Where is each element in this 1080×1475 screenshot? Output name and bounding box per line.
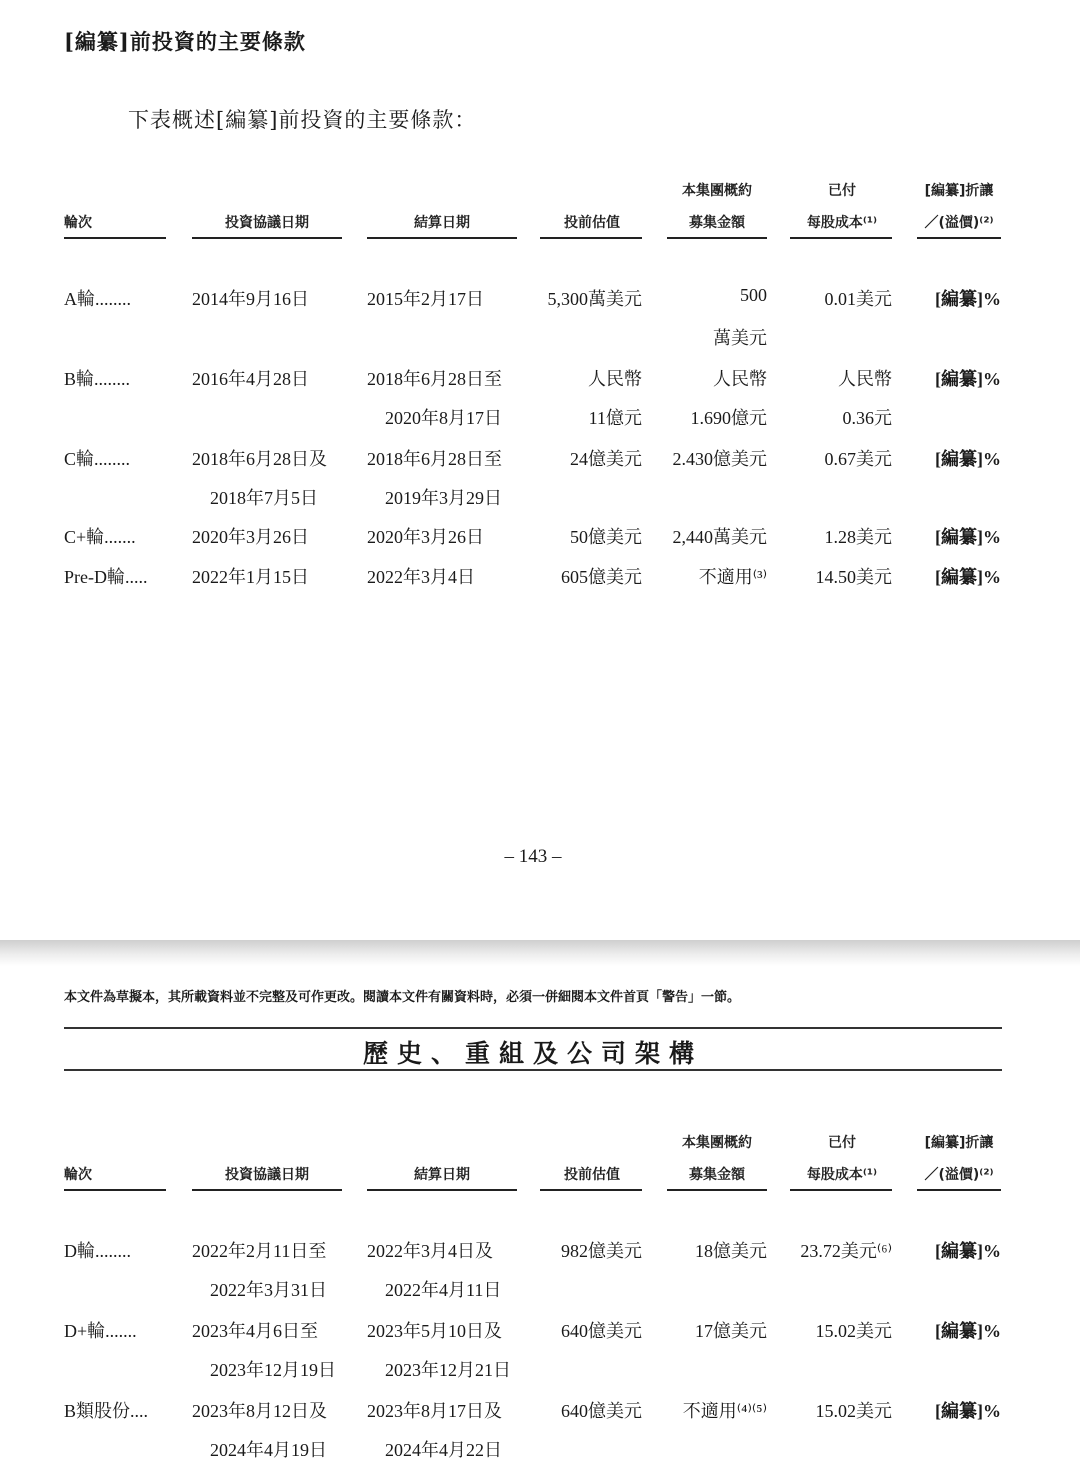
page-divider bbox=[0, 940, 1080, 966]
cell-valuation: 605億美元 bbox=[561, 567, 642, 587]
cell-discount: [編纂]% bbox=[935, 527, 1001, 547]
cell-round: C+輪....... bbox=[64, 527, 136, 547]
header-settlement-date: 結算日期 bbox=[414, 1167, 470, 1183]
header-underline bbox=[367, 237, 517, 239]
cell-amount: 500 bbox=[740, 285, 767, 305]
cell-settlement-date: 2020年8月17日 bbox=[385, 408, 502, 428]
cell-amount: 人民幣 bbox=[713, 369, 767, 389]
header-underline bbox=[917, 1189, 1001, 1191]
header-agreement-date: 投資協議日期 bbox=[225, 215, 309, 231]
cell-settlement-date: 2023年8月17日及 bbox=[367, 1401, 502, 1421]
cell-discount: [編纂]% bbox=[935, 449, 1001, 469]
cell-agreement-date: 2023年4月6日至 bbox=[192, 1321, 318, 1341]
header-underline bbox=[540, 1189, 642, 1191]
cell-cost: 15.02美元 bbox=[815, 1401, 892, 1421]
cell-agreement-date: 2022年2月11日至 bbox=[192, 1241, 327, 1261]
cell-valuation: 50億美元 bbox=[570, 527, 642, 547]
cell-agreement-date: 2024年4月19日 bbox=[210, 1440, 327, 1460]
cell-discount: [編纂]% bbox=[935, 289, 1001, 309]
cell-round: C輪........ bbox=[64, 449, 131, 469]
page-number: – 143 – bbox=[504, 846, 562, 867]
cell-agreement-date: 2023年12月19日 bbox=[210, 1360, 336, 1380]
header-discount-line1: [編纂]折讓 bbox=[924, 1135, 994, 1151]
title-rule-top bbox=[64, 1027, 1002, 1029]
cell-amount: 1.690億元 bbox=[690, 408, 767, 428]
cell-valuation: 982億美元 bbox=[561, 1241, 642, 1261]
header-agreement-date: 投資協議日期 bbox=[225, 1167, 309, 1183]
cell-settlement-date: 2022年3月4日 bbox=[367, 567, 475, 587]
cell-cost: 15.02美元 bbox=[815, 1321, 892, 1341]
cell-round: D輪........ bbox=[64, 1241, 131, 1261]
cell-discount: [編纂]% bbox=[935, 567, 1001, 587]
cell-agreement-date: 2018年6月28日及 bbox=[192, 449, 327, 469]
cell-settlement-date: 2018年6月28日至 bbox=[367, 369, 502, 389]
header-underline bbox=[667, 237, 767, 239]
cell-valuation: 11億元 bbox=[588, 408, 642, 428]
cell-cost: 14.50美元 bbox=[815, 567, 892, 587]
header-cost-line2: 每股成本⁽¹⁾ bbox=[806, 1167, 878, 1183]
header-underline bbox=[64, 237, 166, 239]
cell-agreement-date: 2023年8月12日及 bbox=[192, 1401, 327, 1421]
cell-cost: 0.36元 bbox=[842, 408, 892, 428]
header-underline bbox=[790, 1189, 892, 1191]
cell-amount: 17億美元 bbox=[695, 1321, 767, 1341]
cell-amount: 18億美元 bbox=[695, 1241, 767, 1261]
cell-agreement-date: 2022年1月15日 bbox=[192, 567, 309, 587]
cell-settlement-date: 2015年2月17日 bbox=[367, 289, 484, 309]
header-amount-line2: 募集金額 bbox=[689, 215, 745, 231]
cell-settlement-date: 2019年3月29日 bbox=[385, 488, 502, 508]
cell-agreement-date: 2016年4月28日 bbox=[192, 369, 309, 389]
cell-valuation: 24億美元 bbox=[570, 449, 642, 469]
cell-settlement-date: 2023年12月21日 bbox=[385, 1360, 511, 1380]
cell-cost: 人民幣 bbox=[838, 369, 892, 389]
header-discount-line1: [編纂]折讓 bbox=[924, 183, 994, 199]
cell-cost: 0.01美元 bbox=[824, 289, 892, 309]
header-cost-line1: 已付 bbox=[828, 183, 856, 199]
cell-amount: 萬美元 bbox=[713, 328, 767, 348]
document-title: 歷史、重組及公司架構 bbox=[362, 1039, 703, 1068]
header-underline bbox=[917, 237, 1001, 239]
cell-settlement-date: 2022年4月11日 bbox=[385, 1280, 502, 1300]
header-underline bbox=[667, 1189, 767, 1191]
cell-agreement-date: 2018年7月5日 bbox=[210, 488, 318, 508]
header-settlement-date: 結算日期 bbox=[414, 215, 470, 231]
cell-discount: [編纂]% bbox=[935, 369, 1001, 389]
cell-cost: 0.67美元 bbox=[824, 449, 892, 469]
cell-round: B輪........ bbox=[64, 369, 131, 389]
cell-round: D+輪....... bbox=[64, 1321, 137, 1341]
header-amount-line2: 募集金額 bbox=[689, 1167, 745, 1183]
cell-amount: 不適用⁽³⁾ bbox=[698, 567, 767, 587]
header-underline bbox=[64, 1189, 166, 1191]
header-round: 輪次 bbox=[64, 215, 92, 231]
header-underline bbox=[790, 237, 892, 239]
cell-round: A輪........ bbox=[64, 289, 131, 309]
header-round: 輪次 bbox=[64, 1167, 92, 1183]
cell-valuation: 人民幣 bbox=[588, 369, 642, 389]
cell-cost: 23.72美元⁽⁶⁾ bbox=[800, 1241, 892, 1261]
cell-amount: 2.430億美元 bbox=[672, 449, 767, 469]
cell-amount: 不適用⁽⁴⁾⁽⁵⁾ bbox=[682, 1401, 767, 1421]
intro-paragraph: 下表概述[編纂]前投資的主要條款： bbox=[128, 108, 477, 132]
header-discount-line2: ／(溢價)⁽²⁾ bbox=[924, 215, 994, 231]
cell-valuation: 5,300萬美元 bbox=[547, 289, 642, 309]
cell-discount: [編纂]% bbox=[935, 1241, 1001, 1261]
cell-settlement-date: 2020年3月26日 bbox=[367, 527, 484, 547]
cell-settlement-date: 2024年4月22日 bbox=[385, 1440, 502, 1460]
cell-settlement-date: 2018年6月28日至 bbox=[367, 449, 502, 469]
header-amount-line1: 本集團概約 bbox=[682, 1135, 752, 1151]
header-underline bbox=[367, 1189, 517, 1191]
cell-agreement-date: 2020年3月26日 bbox=[192, 527, 309, 547]
header-cost-line1: 已付 bbox=[828, 1135, 856, 1151]
header-pre-money-valuation: 投前估值 bbox=[564, 215, 620, 231]
cell-cost: 1.28美元 bbox=[824, 527, 892, 547]
title-rule-bottom bbox=[64, 1069, 1002, 1071]
cell-amount: 2,440萬美元 bbox=[672, 527, 767, 547]
cell-discount: [編纂]% bbox=[935, 1401, 1001, 1421]
cell-settlement-date: 2022年3月4日及 bbox=[367, 1241, 493, 1261]
cell-settlement-date: 2023年5月10日及 bbox=[367, 1321, 502, 1341]
cell-round: B類股份.... bbox=[64, 1401, 149, 1421]
cell-valuation: 640億美元 bbox=[561, 1401, 642, 1421]
cell-valuation: 640億美元 bbox=[561, 1321, 642, 1341]
header-amount-line1: 本集團概約 bbox=[682, 183, 752, 199]
draft-disclaimer: 本文件為草擬本，其所載資料並不完整及可作更改。閱讀本文件有關資料時，必須一併細閱本文件首頁「警告」一節。 bbox=[64, 990, 741, 1005]
header-underline bbox=[192, 1189, 342, 1191]
header-discount-line2: ／(溢價)⁽²⁾ bbox=[924, 1167, 994, 1183]
cell-discount: [編纂]% bbox=[935, 1321, 1001, 1341]
header-cost-line2: 每股成本⁽¹⁾ bbox=[806, 215, 878, 231]
cell-round: Pre-D輪..... bbox=[64, 567, 148, 587]
header-underline bbox=[540, 237, 642, 239]
header-pre-money-valuation: 投前估值 bbox=[564, 1167, 620, 1183]
header-underline bbox=[192, 237, 342, 239]
cell-agreement-date: 2014年9月16日 bbox=[192, 289, 309, 309]
section-heading: [編纂]前投資的主要條款 bbox=[64, 29, 306, 54]
cell-agreement-date: 2022年3月31日 bbox=[210, 1280, 327, 1300]
